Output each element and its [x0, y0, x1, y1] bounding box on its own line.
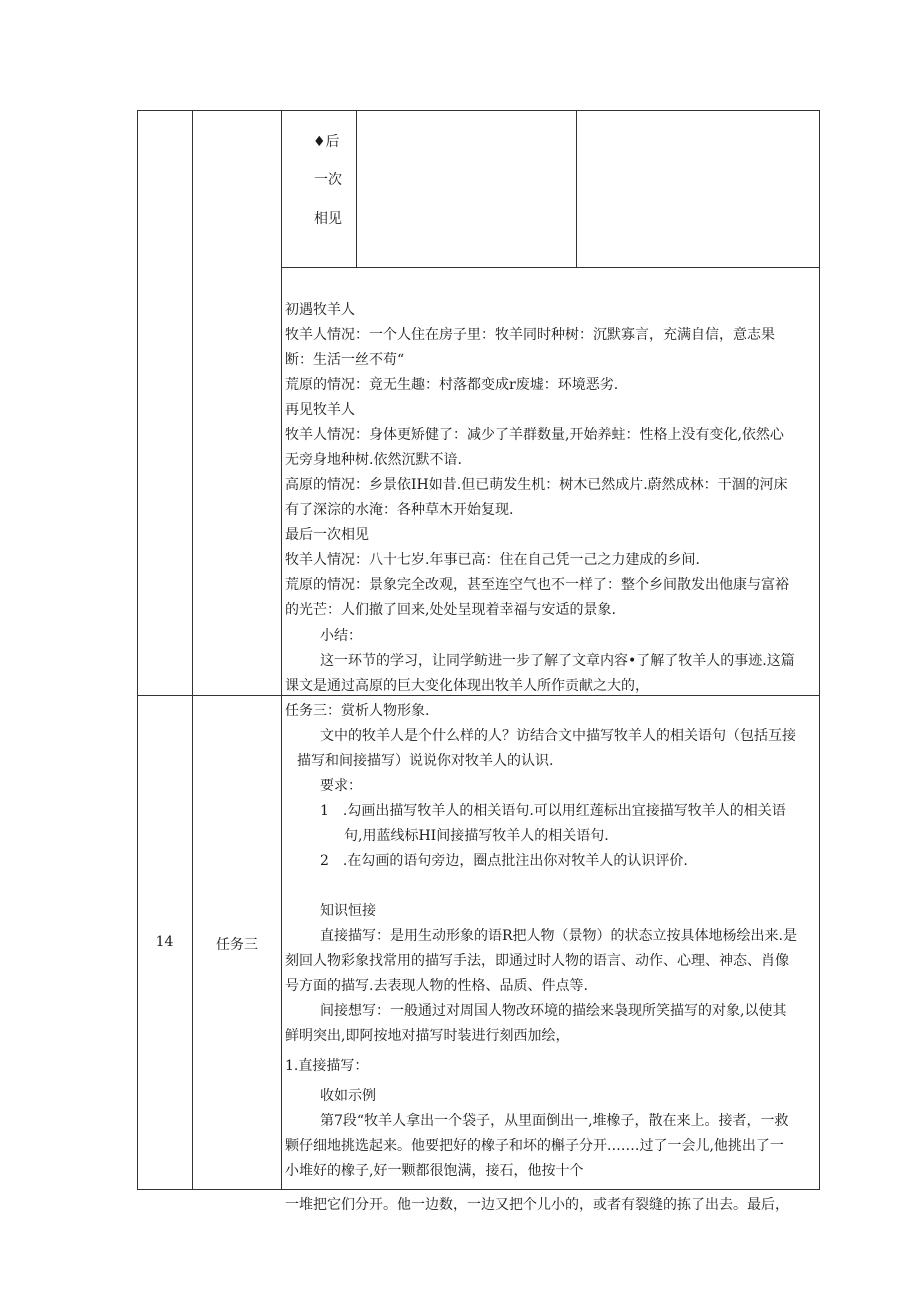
s2-summary-label: 小结： [320, 628, 362, 644]
top-col-divider-a [356, 110, 357, 267]
s3-line: 第7段“牧羊人拿出一个袋子，从里面倒出一,堆橡子，散在来上。接者，一救 [320, 1113, 789, 1129]
s2-heading-first-meet: 初遇牧羊人 [285, 302, 355, 318]
s3-line: 号方面的描写.去表现人物的性格、品质、件点等. [285, 978, 588, 994]
s2-heading-last-meet: 最后一次相见 [285, 527, 369, 543]
s3-req-item-1-cont: 句,用蓝线标HI间接描写牧羊人的相关语句. [344, 828, 609, 844]
s2-line: 断：生活一丝不苟“ [285, 352, 405, 368]
s2-line: 的光芒：人们撤了回来,处处呈现着幸福与安适的景象. [285, 602, 616, 618]
s3-direct-desc-heading: 1.直接描写： [285, 1058, 369, 1074]
s2-line: 牧羊人情况：八十七岁.年事已高：住在自己凭一己之力建成的乡间. [285, 552, 700, 568]
top-label-line3: 相见 [314, 211, 342, 227]
col-divider-1 [192, 110, 193, 1190]
s3-example-label: 收如示例 [320, 1088, 376, 1104]
s3-line: 刻回人物彩象找常用的描写手法，即通过时人物的语言、动作、心理、神态、肖像 [285, 953, 789, 969]
s3-line: 颗仔细地挑选起来。他要把好的橡子和坏的槲子分开.……过了一会儿,他挑出了一 [285, 1138, 784, 1154]
s2-line: 荒原的情况：竟无生趣：村落都变成r废墟：环境恶劣. [285, 377, 619, 393]
s2-line: 无旁身地种树.依然沉默不谙. [285, 452, 462, 468]
s2-line: 高原的情况：乡景依IH如昔.但已萌发生机：树木已然成片.蔚然成林：干涸的河床 [285, 477, 788, 493]
top-label-line2: 一次 [314, 172, 342, 188]
s2-line: 牧羊人情况：身体更矫健了：减少了羊群数量,开始养蛀：性格上没有变化,依然心 [285, 427, 784, 443]
s3-req-item-1: 1 .勾画出描写牧羊人的相关语句.可以用红莲标出宜接描写牧羊人的相关语 [320, 803, 786, 819]
s2-line: 牧羊人情况：一个人住在房子里：牧羊同时种树：沉默寡言，充满自信，意志果 [285, 327, 775, 343]
top-label-line1: ♦后 [313, 134, 340, 150]
footer-continuation-line: 一堆把它们分开。他一边数，一边又把个儿小的，或者有裂缝的拣了出去。最后， [285, 1197, 789, 1213]
s2-summary-line: 课文是通过高原的巨大变化体现出牧羊人所作贡献之大的， [285, 678, 649, 694]
s3-task-title: 任务三：赏析人物形象. [285, 703, 430, 719]
top-col-divider-b [576, 110, 577, 267]
s2-heading-second-meet: 再见牧羊人 [285, 402, 355, 418]
col-divider-2 [281, 110, 282, 1190]
s2-summary-line: 这一环节的学习，让同学鲂进一步了解了文章内容•了解了牧羊人的事迹.这篇 [320, 653, 795, 669]
s3-line: 小堆好的橡子,好一颗都很饱满，接石，他按十个 [285, 1163, 584, 1179]
s3-req-item-2: 2 .在勾画的语句旁边，圈点批注出你对牧羊人的认识评价. [320, 853, 688, 869]
s3-line: 直接描写：是用生动形象的语R把人物（景物）的状态立按具体地杨绘出来.是 [320, 928, 797, 944]
s2-line: 荒原的情况：景象完全改观，甚至连空气也不一样了：整个乡间散发出他康与富裕 [285, 577, 789, 593]
row-number: 14 [155, 934, 174, 950]
s3-line: 文中的牧羊人是个什么样的人？访结合文中描写牧羊人的相关语句（包括互接 [320, 728, 796, 744]
s3-line: 间接想写：一般通过对周国人物改环境的描绘来袅现所笑描写的对象,以使其 [320, 1003, 787, 1019]
row-divider-top [281, 267, 820, 268]
s2-line: 有了深淙的水淹：各种草木开始复现. [285, 502, 514, 518]
row-task-label: 任务三 [216, 937, 258, 953]
s3-line: 鲜明突出,即阿按地对描写时装进行刻西加绘， [285, 1028, 570, 1044]
s3-line: 描写和间接描写）说说你对牧羊人的认识. [297, 753, 554, 769]
s3-knowledge-link: 知识恒接 [320, 903, 376, 919]
s3-requirements-label: 要求： [320, 778, 362, 794]
